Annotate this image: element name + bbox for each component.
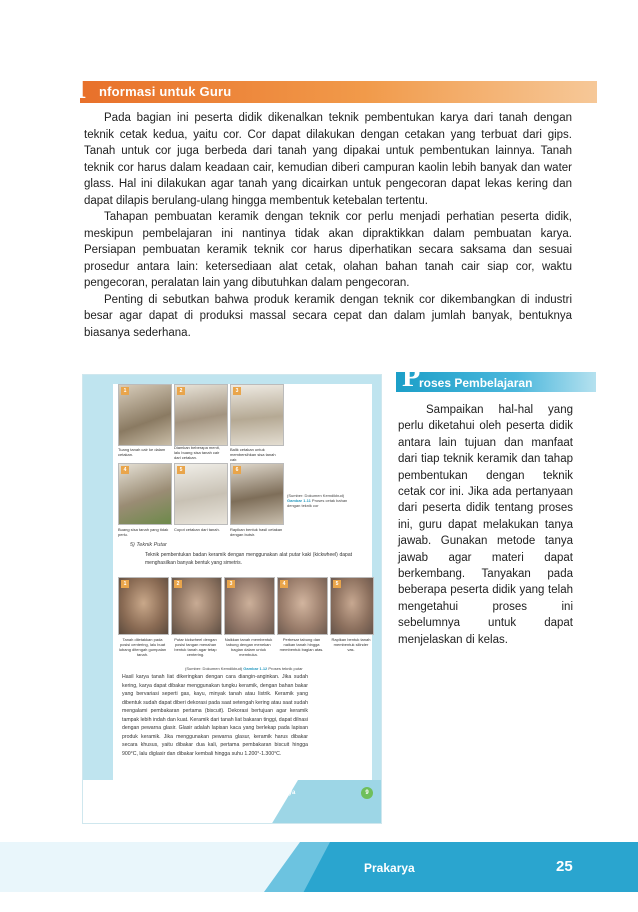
book-footer-label: Prakarya xyxy=(270,790,296,796)
caption-cor-6: Rapikan bentuk hasil cetakan dengan butsir. xyxy=(230,527,283,537)
photo-number: 5 xyxy=(177,466,185,474)
photo-number: 4 xyxy=(280,580,288,588)
putar-photo-4 xyxy=(277,577,328,635)
figure-caption: Proses cetak bahan dengan teknik cor xyxy=(287,498,348,508)
photo-number: 3 xyxy=(227,580,235,588)
putar-photo-2 xyxy=(171,577,222,635)
figure-caption: Proses teknik putar xyxy=(268,666,303,671)
cor-photo-2 xyxy=(174,384,228,446)
book-page-footer-white xyxy=(83,780,298,823)
caption-cor-4: Buang sisa tanah yang tidak perlu. xyxy=(118,527,169,537)
info-header-title: nformasi untuk Guru xyxy=(99,84,232,99)
proses-paragraph: Sampaikan hal-hal yang perlu diketahui oleh peserta didik antara lain tujuan dan manfaat dari tiap teknik keramik dan tahap pembentukan dengan teknik cetak cor ini. Jika ada pertanyaan dari peserta didik tentang proses ini, guru dapat melakukan tanya jawab. Gunakan metode tanya jawab agar materi dapat berkembang. Tanyakan pada beberapa peserta didik yang telah mengetahui proses ini sebelumnya untuk dapat menjelaskan di kelas. xyxy=(398,404,573,646)
cor-photo-3 xyxy=(230,384,284,446)
page-footer-light xyxy=(0,842,300,892)
cor-photo-4 xyxy=(118,463,172,525)
cor-photo-5 xyxy=(174,463,228,525)
caption-putar-2: Putar kickwheel dengan posisi tangan menahan bentuk tanah agar tetap centering. xyxy=(174,637,217,657)
source-label: (Sumber: Dokumen Kemdikbud) xyxy=(185,666,243,671)
cor-photo-1 xyxy=(118,384,172,446)
page-footer-label: Prakarya xyxy=(364,861,415,875)
figure-number: Gambar 1.11 xyxy=(287,498,311,503)
caption-putar-5: Rapikan bentuk tanah membentuk silinder vas. xyxy=(331,637,371,652)
caption-cor-2: Diamkan beberapa menit, lalu buang sisa tanah cair dari cetakan. xyxy=(174,445,220,460)
proses-body xyxy=(398,402,573,648)
info-paragraph-1: Pada bagian ini peserta didik dikenalkan teknik pembentukan karya dari tanah dengan teknik cetak kedua, yaitu cor. Cor dapat dilakukan dengan cetakan yang terbuat dari gips. Tanah untuk cor juga berbeda dari tanah yang dipakai untuk pembentukan lainnya. Tanah teknik cor harus dalam keadaan cair, kemudian diberi campuran kaolin lebih banyak dan water glass. Hal ini dilakukan agar tanah yang dicairkan untuk pengecoran dapat lekas kering dan dapat dilapis berulang-ulang hingga membentuk ketebalan tertentu. xyxy=(84,112,572,207)
putar-photo-1 xyxy=(118,577,169,635)
source-label: (Sumber: Dokumen Kemdikbud) xyxy=(287,493,345,498)
caption-cor-3: Balik cetakan untuk membersihkan sisa tanah cair. xyxy=(230,447,276,462)
source-figure-1-11 xyxy=(287,493,349,508)
book-page-left-border xyxy=(83,375,113,795)
page-number: 25 xyxy=(556,858,573,875)
teknik-putar-intro: Teknik pembentukan badan keramik dengan menggunakan alat putar kaki (kickwheel) dapat menghasilkan banyak bentuk yang simetris. xyxy=(145,552,352,566)
book-page-top-border xyxy=(83,375,381,384)
photo-number: 5 xyxy=(333,580,341,588)
proses-header-title: roses Pembelajaran xyxy=(419,376,533,390)
photo-number: 2 xyxy=(177,387,185,395)
proses-header-initial: P xyxy=(402,360,421,393)
photo-number: 1 xyxy=(121,387,129,395)
caption-putar-4: Perbesar tabung dan naikan tanah hingga membentuk bagian atas. xyxy=(279,637,324,652)
book-closing-paragraph: Hasil karya tanah liat dikeringkan dengan cara diangin-anginkan. Jika sudah kering, karya dapat dibakar menggunakan tungku keramik, dengan bahan bakar yang bervariasi seperti gas, kayu, minyak tanah atau listrik. Keramik yang dibentuk sudah dapat diberi dekorasi pada saat setengah kering atau saat sudah mengalami pembakaran pertama (biscuit). Dekorasi bertujuan agar keramik tampak lebih indah dan kuat. Keramik dari tanah liat bakaran tinggi, dapat dilnasi dengan pewarna glasir. Glasir adalah lapisan kaca yang berlekap pada lapisan produk keramik. Jika menggunakan pewarna glasur, keramik harus dibakar secara khusus, yaitu dibakar dua kali, pertama pembakaran biscuit hingga 900°C, lalu diglasir dan dibakar kembali hingga suhu 1.200°-1.300°C. xyxy=(122,674,308,757)
caption-cor-5: Copot cetakan dari tanah. xyxy=(174,527,220,532)
putar-photo-5 xyxy=(330,577,374,635)
photo-number: 4 xyxy=(121,466,129,474)
figure-number: Gambar 1.12 xyxy=(243,666,268,671)
putar-photo-3 xyxy=(224,577,275,635)
caption-putar-3: Naikkan tanah membentuk tabung dengan menekan bagian dalam untuk membuka. xyxy=(224,637,273,657)
info-header-initial: I xyxy=(74,69,87,105)
caption-cor-1: Tuang tanah cair ke dalam cetakan. xyxy=(118,447,166,457)
info-body xyxy=(84,110,572,341)
book-page-number: 9 xyxy=(361,787,373,799)
subheading-teknik-putar: 5) Teknik Putar xyxy=(130,542,167,548)
photo-number: 3 xyxy=(233,387,241,395)
info-paragraph-2: Tahapan pembuatan keramik dengan teknik cor perlu menjadi perhatian peserta didik, meskipun pembelajaran ini nantinya tidak akan dipraktikkan dalam pembuatan karya. Persiapan pembuatan keramik teknik cor harus diperhatikan secara saksama dan sesuai prosedur antara lain: ketersediaan alat cetak, olahan bahan tanah cair siap cor, waktu pengecoran, peralatan lain yang dibutuhkan dalam pengecoran. xyxy=(84,211,572,289)
source-figure-1-12 xyxy=(185,666,303,671)
caption-putar-1: Tanah diletakkan pada posisi centering, lalu buat lubang ditengah gumpalan tanah. xyxy=(118,637,167,657)
cor-photo-6 xyxy=(230,463,284,525)
photo-number: 1 xyxy=(121,580,129,588)
photo-number: 2 xyxy=(174,580,182,588)
info-paragraph-3: Penting di sebutkan bahwa produk keramik dengan teknik cor dikembangkan di industri besar agar dapat di produksi massal secara cepat dan dalam jumlah banyak, bentuknya biasanya sederhana. xyxy=(84,293,572,339)
photo-number: 6 xyxy=(233,466,241,474)
